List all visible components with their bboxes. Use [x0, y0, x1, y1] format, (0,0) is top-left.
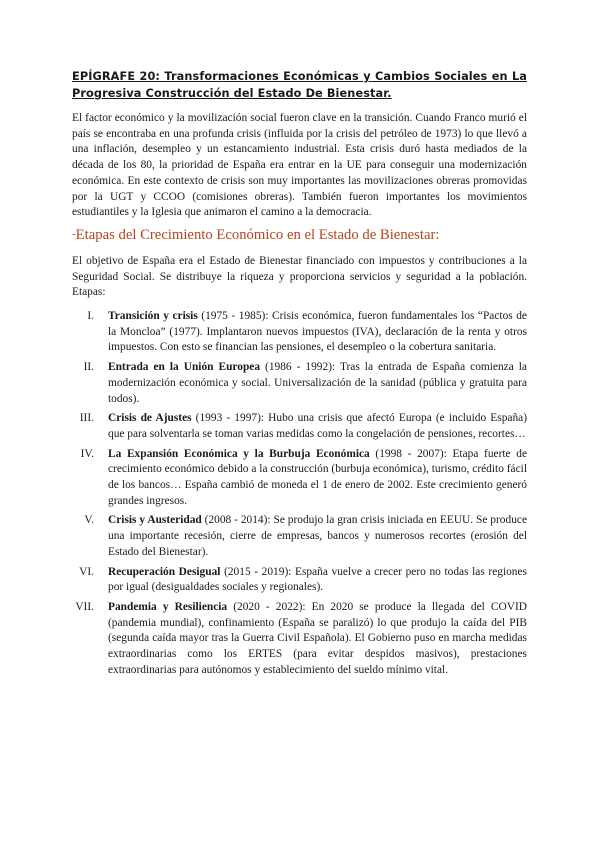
- stage-number: VII.: [75, 600, 94, 613]
- stage-number: V.: [84, 514, 94, 527]
- stage-text: (2015 - 2019): España vuelve a crecer pero no todas las regiones por igual (desigualdades sociales y regionales).: [108, 565, 527, 594]
- stage-text: (2020 - 2022): En 2020 se produce la llegada del COVID (pandemia mundial), confinamiento (España se paralizó) lo que produjo la caída del PIB (segunda caída mayor tras la Guerra Civil Española). El Gobierno puso en marcha medidas extraordinarias como los ERTES (para evitar despidos masivos), prestaciones extraordinarias para autónomos y establecimiento del sueldo mínimo vital.: [108, 600, 527, 676]
- stage-text: (2008 - 2014): Se produjo la gran crisis iniciada en EEUU. Se produce una importante recesión, cierre de empresas, bancos y numerosos recortes (erosión del Estado del Bienestar).: [108, 514, 527, 558]
- intro-paragraph: El factor económico y la movilización social fueron clave en la transición. Cuando Franco murió el país se encontraba en una profunda crisis (influida por la crisis del petróleo de 1973) lo que llevó a una inflación, desempleo y un estancamiento industrial. Esta crisis duró hasta mediados de la década de los 80, la prioridad de España era entrar en la UE para conseguir una modernización económica. En este contexto de crisis son muy importantes las movilizaciones obreras promovidas por la UGT y CCOO (comisiones obreras). También fueron importantes los movimientos estudiantiles y la Iglesia que animaron el camino a la democracia.: [72, 112, 527, 219]
- stage-number: VI.: [79, 565, 94, 578]
- stage-text: (1975 - 1985): Crisis económica, fueron fundamentales los “Pactos de la Moncloa” (1977). Implantaron nuevos impuestos (IVA), declaración de la renta y otros impuestos. Con esto se financian las pensiones, el desempleo o la cobertura sanitaria.: [108, 310, 527, 354]
- section-heading: [72, 226, 527, 245]
- section-paragraph: El objetivo de España era el Estado de Bienestar financiado con impuestos y contribuciones a la Seguridad Social. Se distribuye la riqueza y proporciona servicios y seguridad a la población. Etapas:: [72, 254, 527, 299]
- stage-text: (1998 - 2007): Etapa fuerte de crecimiento económico debido a la construcción (burbuja económica), turismo, crédito fácil de los bancos… España cambió de moneda el 1 de enero de 2002. Este crecimiento generó grandes ingresos.: [108, 447, 527, 507]
- stages-list: [72, 309, 527, 678]
- stage-item: [72, 447, 527, 510]
- stage-number: III.: [79, 412, 94, 425]
- stage-number: IV.: [80, 447, 94, 460]
- stage-name: Pandemia y Resiliencia: [108, 600, 228, 613]
- stage-name: Entrada en la Unión Europea: [108, 361, 261, 374]
- stage-name: Crisis de Ajustes: [108, 412, 192, 425]
- heading-prefix: -: [72, 227, 76, 240]
- stage-name: Crisis y Austeridad: [108, 514, 202, 527]
- document-title: EPÍGRAFE 20: Transformaciones Económicas y Cambios Sociales en La Progresiva Construcción del Estado De Bienestar.: [72, 70, 527, 100]
- stage-item: [72, 513, 527, 560]
- stage-name: Transición y crisis: [108, 310, 198, 323]
- stage-number: I.: [87, 310, 94, 323]
- stage-text: (1993 - 1997): Hubo una crisis que afectó Europa (e incluido España) que para solventarla se toman varias medidas como la congelación de pensiones, recortes…: [108, 412, 527, 440]
- stage-item: [72, 309, 527, 356]
- stage-number: II.: [83, 361, 94, 374]
- stage-item: [72, 600, 527, 679]
- stage-item: [72, 565, 527, 596]
- stage-item: [72, 411, 527, 442]
- heading-text: Etapas del Crecimiento Económico en el Estado de Bienestar:: [75, 226, 440, 243]
- stage-item: [72, 360, 527, 407]
- document-page: [72, 68, 527, 683]
- stage-text: (1986 - 1992): Tras la entrada de España comienza la modernización económica y social. Universalización de la sanidad (pública y gratuita para todos).: [108, 361, 527, 405]
- stage-name: La Expansión Económica y la Burbuja Económica: [108, 447, 370, 460]
- stage-name: Recuperación Desigual: [108, 565, 221, 578]
